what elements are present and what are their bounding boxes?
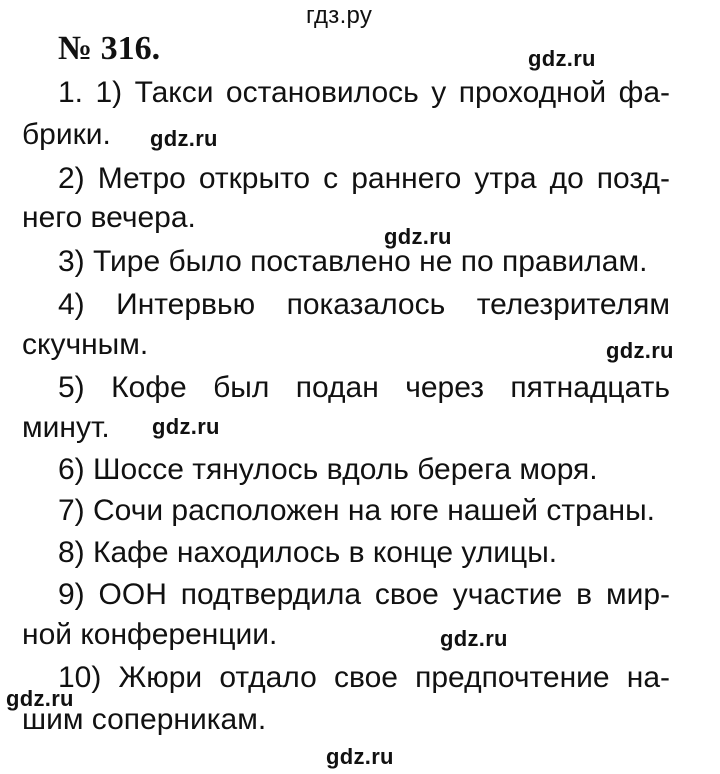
watermark: gdz.ru [528,46,596,71]
text-line: 10) Жюри отдало свое предпочтение на- [58,661,670,694]
text-line: него вечера. [22,201,196,234]
watermark: gdz.ru [6,686,74,711]
text-line: 8) Кафе находилось в конце улицы. [58,536,558,569]
watermark: gdz.ru [150,126,218,151]
text-line: брики. [22,118,111,151]
text-line: 2) Метро открыто с раннего утра до позд- [58,162,670,195]
text-line: 9) ООН подтвердила свое участие в мир- [58,578,670,611]
exercise-title: № 316. [58,30,161,67]
watermark: gdz.ru [326,744,394,769]
text-line: скучным. [22,328,149,361]
watermark: gdz.ru [606,338,674,363]
watermark: gdz.ru [440,626,508,651]
text-line: минут. [22,411,110,444]
text-line: ной конференции. [22,618,278,651]
text-line: 4) Интервью показалось телезрителям [58,288,670,321]
watermark: gdz.ru [384,224,452,249]
site-header: гдз.ру [306,2,373,29]
watermark: gdz.ru [152,414,220,439]
text-line: шим соперникам. [22,703,267,736]
text-line: 3) Тире было поставлено не по правилам. [58,245,648,278]
text-line: 5) Кофе был подан через пятнадцать [58,371,670,404]
text-line: 6) Шоссе тянулось вдоль берега моря. [58,453,598,486]
text-line: 7) Сочи расположен на юге нашей страны. [58,494,655,527]
text-line: 1. 1) Такси остановилось у проходной фа- [58,76,670,109]
